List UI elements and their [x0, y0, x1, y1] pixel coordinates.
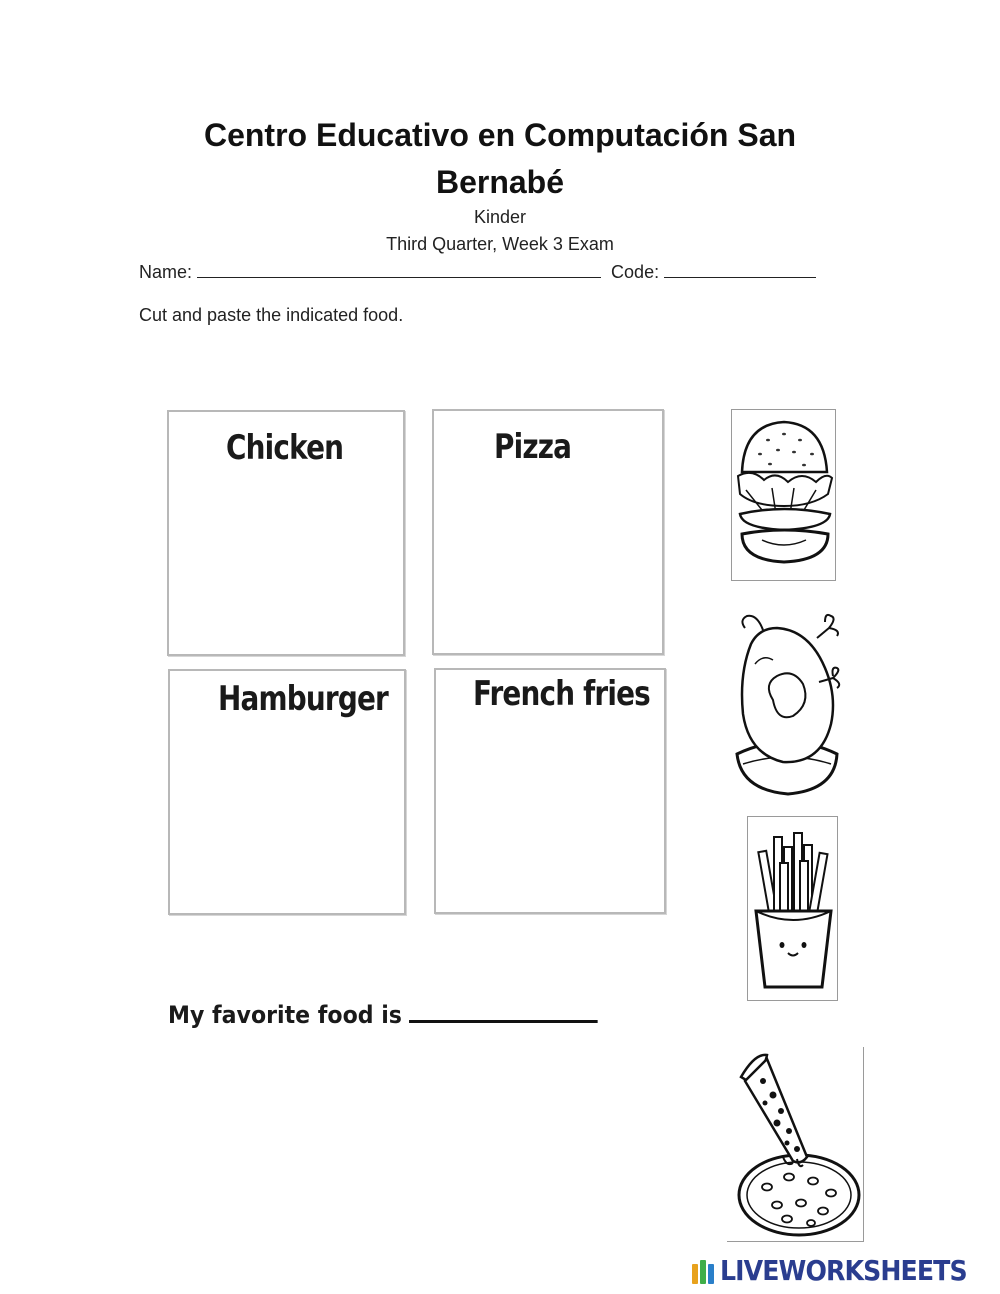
favorite-food-prompt: My favorite food is	[168, 1001, 402, 1029]
exam-subtitle: Third Quarter, Week 3 Exam	[386, 234, 614, 254]
drop-box-chicken[interactable]	[167, 410, 405, 656]
drop-box-pizza[interactable]	[432, 409, 664, 655]
code-label: Code:	[611, 262, 660, 282]
favorite-food-blank[interactable]	[409, 998, 598, 1023]
brand-name: LIVEWORKSHEETS	[720, 1254, 967, 1287]
grade-level: Kinder	[473, 207, 527, 227]
drop-box-hamburger[interactable]	[168, 669, 406, 915]
box-label-hamburger: Hamburger	[218, 679, 388, 719]
name-field[interactable]	[197, 261, 601, 278]
box-label-pizza: Pizza	[494, 427, 572, 467]
name-label: Name:	[139, 262, 193, 282]
name-row	[139, 261, 816, 283]
liveworksheets-logo-icon	[690, 1258, 718, 1284]
drop-box-french-fries[interactable]	[434, 668, 666, 914]
hamburger-icon	[732, 410, 836, 581]
favorite-food-sentence	[168, 998, 598, 1029]
box-label-chicken: Chicken	[226, 428, 344, 468]
box-label-french-fries: French fries	[473, 674, 650, 714]
french-fries-icon	[748, 817, 838, 1001]
pizza-icon	[727, 1047, 864, 1242]
brand-logo	[690, 1254, 994, 1287]
cutout-pizza[interactable]	[727, 1047, 864, 1242]
cutout-chicken[interactable]	[733, 604, 843, 800]
instructions: Cut and paste the indicated food.	[139, 305, 404, 325]
code-field[interactable]	[664, 261, 816, 278]
cutout-french-fries[interactable]	[747, 816, 838, 1001]
cutout-hamburger[interactable]	[731, 409, 836, 581]
roast-chicken-icon	[733, 604, 843, 800]
page-title: Centro Educativo en Computación San Bernabé	[203, 117, 797, 200]
